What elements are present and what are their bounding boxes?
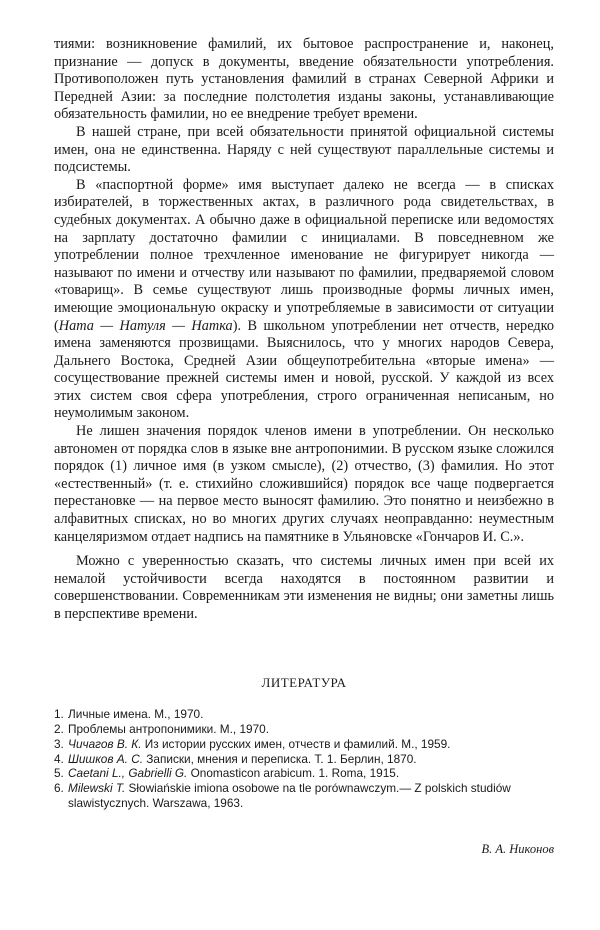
section-heading: ЛИТЕРАТУРА — [261, 674, 347, 690]
text-run: Не лишен значения порядок членов имени в употреблении. Он несколько автономен от порядка слов в языке вне антропонимии. В русском языке сложился порядок (1) личное имя (в узком смысле), (2) отчество, (3) фамилия. Но этот «естественный» (т. е. стихийно сложившийся) порядок все чаще подвергается перестановке — на первое место выносят фамилию. Это понятно и неизбежно в алфавитных списках, но во многих других случаях неоправданно: неуместным канцеляризмом отдает надпись на памятнике в Ульяновске «Гончаров И. С.». — [54, 423, 554, 545]
reference-number: 1. — [54, 707, 64, 722]
paragraph — [54, 177, 554, 423]
text-run: В «паспортной форме» имя выступает далеко не всегда — в списках избирателей, в торжественных актах, в различного рода свидетельствах, в судебных документах. А обычно даже в официальной переписке или ведомостях на зарплату достаточно фамилии с инициалами. В повседневном же употреблении полное трехчленное именование не фигурирует никогда — называют по имени и отчеству или называют по фамилии, предваряемой словом «товарищ». В семье существуют лишь производные формы личных имен, имеющие эмоциональную окраску и употребляемые в зависимости от ситуации ( — [54, 176, 554, 334]
text-run: Можно с уверенностью сказать, что системы личных имен при всей их немалой устойчивости всегда находятся в постоянном развитии и совершенствовании. Современникам эти изменения не видны; они заметны лишь в перспективе времени. — [54, 553, 554, 622]
paragraph — [54, 423, 554, 546]
italic-text: Шишков А. С. — [68, 751, 143, 766]
reference-text — [68, 752, 554, 767]
reference-item — [54, 752, 554, 767]
reference-item — [54, 722, 554, 737]
paragraph — [54, 553, 554, 623]
reference-text — [68, 766, 554, 781]
italic-text: Milewski T. — [68, 781, 126, 796]
reference-item — [54, 781, 554, 811]
text-run: Проблемы антропонимики. М., 1970. — [68, 721, 269, 736]
text-run: В нашей стране, при всей обязательности принятой официальной системы имен, она не единственна. Наряду с ней существуют параллельные системы и подсистемы. — [54, 123, 554, 176]
italic-text: Ната — Натуля — Натка — [58, 317, 233, 334]
text-run: Из истории русских имен, отчеств и фамилий. М., 1959. — [141, 736, 451, 751]
reference-list — [54, 707, 554, 811]
reference-item — [54, 707, 554, 722]
text-run: Записки, мнения и переписка. Т. 1. Берлин, 1870. — [143, 751, 417, 766]
reference-text — [68, 722, 554, 737]
reference-number: 3. — [54, 736, 64, 751]
text-run: Личные имена. М., 1970. — [68, 707, 204, 722]
reference-item — [54, 737, 554, 752]
text-run: тиями: возникновение фамилий, их бытовое распространение и, наконец, признание — допуск в документы, введение обязательности употребления. Противоположен путь установления фамилий в странах Северной Африки и Передней Азии: за последние полстолетия изданы законы, устанавливающие обязательность фамилии, но ее внедрение требует времени. — [54, 36, 554, 123]
paragraph — [54, 124, 554, 177]
reference-item — [54, 766, 554, 781]
reference-number: 2. — [54, 721, 64, 736]
author-signature: В. А. Никонов — [481, 841, 554, 856]
text-run: Onomasticon arabicum. 1. Roma, 1915. — [187, 766, 400, 781]
reference-number: 6. — [54, 781, 64, 796]
italic-text: Чичагов В. К. — [68, 736, 142, 751]
reference-number: 5. — [54, 766, 64, 781]
paragraph — [54, 36, 554, 124]
body-text — [54, 36, 554, 624]
document-page — [54, 36, 554, 858]
italic-text: Caetani L., Gabrielli G. — [68, 766, 188, 781]
reference-text — [68, 707, 554, 722]
text-run: Słowiańskie imiona osobowe na tle porównawczym.— Z polskich studiów slawistycznych. Warszawa, 1963. — [68, 781, 511, 810]
reference-number: 4. — [54, 751, 64, 766]
text-run: ). В школьном употреблении нет отчеств, нередко имена заменяются прозвищами. Выяснилось, что у многих народов Севера, Дальнего Востока, Средней Азии общеупотребительна «вторые имена» — сосуществование прежней системы имен и новой, русской. У каждой из всех этих систем своя сфера употребления, строго ограниченная неписаным, но неумолимым законом. — [54, 317, 554, 422]
reference-text — [68, 781, 554, 811]
reference-text — [68, 737, 554, 752]
